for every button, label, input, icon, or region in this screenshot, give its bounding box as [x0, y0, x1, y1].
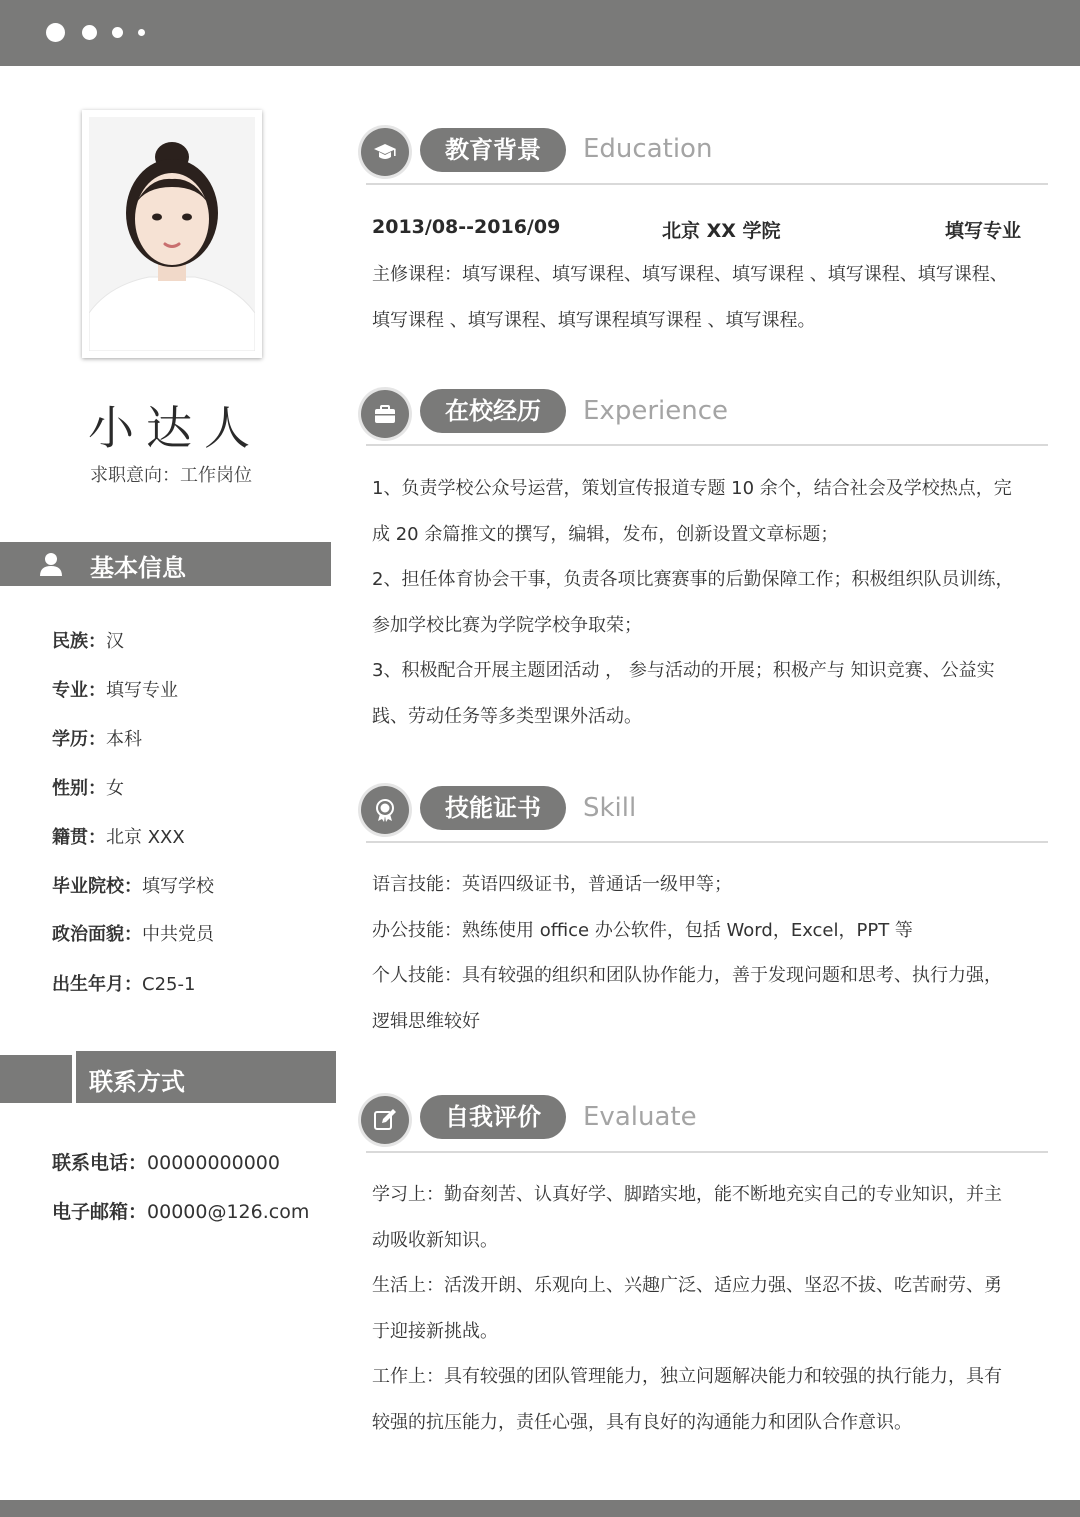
evaluate-text: [372, 1172, 1044, 1445]
text-line: 学习上：勤奋刻苦、认真好学、脚踏实地，能不断地充实自己的专业知识，并主: [372, 1184, 1002, 1205]
info-row-school: 毕业院校：填写学校: [52, 876, 214, 897]
contact-phone: 联系电话：00000000000: [52, 1152, 280, 1174]
info-row-ethnicity: 民族：汉: [52, 631, 124, 652]
user-icon: [38, 551, 64, 577]
skill-title: 技能证书: [420, 786, 566, 830]
experience-icon-circle: [361, 390, 409, 438]
contact-email: 电子邮箱：00000@126.com: [52, 1201, 310, 1223]
basic-info-title: 基本信息: [90, 554, 186, 582]
edit-pen-icon: [373, 1108, 397, 1132]
text-line: 践、劳动任务等多类型课外活动。: [372, 705, 642, 727]
education-title-en: Education: [583, 134, 713, 164]
education-title: 教育背景: [420, 128, 566, 172]
profile-photo: [82, 110, 262, 358]
contact-header-bar: [0, 1055, 72, 1103]
briefcase-icon: [373, 402, 397, 426]
text-line: 主修课程：填写课程、填写课程、填写课程、填写课程 、填写课程、填写课程、: [372, 264, 1008, 285]
job-intent-label: 求职意向：: [90, 465, 180, 486]
contact-title: 联系方式: [89, 1068, 185, 1096]
basic-info-header: [0, 542, 331, 586]
info-row-major: 专业：填写专业: [52, 680, 178, 701]
info-row-degree: 学历：本科: [52, 729, 142, 750]
evaluate-icon-circle: [361, 1096, 409, 1144]
graduation-cap-icon: [373, 140, 397, 164]
education-date: 2013/08--2016/09: [372, 216, 561, 238]
info-row-hometown: 籍贯：北京 XXX: [52, 827, 185, 848]
candidate-name: 小达人: [88, 401, 262, 455]
text-line: 逻辑思维较好: [372, 1010, 480, 1032]
window-dot-icon: [138, 29, 145, 36]
experience-title: 在校经历: [420, 389, 566, 433]
education-icon-circle: [361, 128, 409, 176]
text-line: 生活上：活泼开朗、乐观向上、兴趣广泛、适应力强、坚忍不拔、吃苦耐劳、勇: [372, 1275, 1002, 1296]
award-medal-icon: [373, 798, 397, 822]
text-line: 3、积极配合开展主题团活动 ， 参与活动的开展；积极产与 知识竞赛、公益实: [372, 660, 995, 681]
education-courses: [372, 252, 1044, 343]
evaluate-title-en: Evaluate: [583, 1102, 697, 1132]
text-line: 参加学校比赛为学院学校争取荣；: [372, 614, 642, 636]
text-line: 1、负责学校公众号运营，策划宣传报道专题 10 余个，结合社会及学校热点，完: [372, 478, 1012, 499]
text-line: 语言技能：英语四级证书，普通话一级甲等；: [372, 874, 732, 895]
portrait-illustration: [89, 117, 255, 351]
info-row-gender: 性别：女: [52, 778, 124, 799]
evaluate-divider: [366, 1151, 1048, 1153]
window-dot-icon: [112, 27, 123, 38]
window-dot-icon: [46, 23, 65, 42]
experience-divider: [366, 444, 1048, 446]
skill-title-en: Skill: [583, 793, 637, 823]
education-divider: [366, 183, 1048, 185]
skill-icon-circle: [361, 786, 409, 834]
info-row-birth: 出生年月：C25-1: [52, 974, 196, 995]
window-dot-icon: [82, 25, 97, 40]
education-major: 填写专业: [945, 220, 1022, 242]
text-line: 成 20 余篇推文的撰写，编辑，发布，创新设置文章标题；: [372, 523, 839, 545]
text-line: 办公技能：熟练使用 office 办公软件，包括 Word，Excel，PPT 等: [372, 919, 913, 941]
job-intent: [90, 461, 252, 487]
bottom-bar: [0, 1500, 1080, 1517]
window-top-bar: [0, 0, 1080, 66]
text-line: 工作上：具有较强的团队管理能力，独立问题解决能力和较强的执行能力，具有: [372, 1366, 1002, 1387]
skill-divider: [366, 841, 1048, 843]
experience-title-en: Experience: [583, 396, 728, 426]
contact-header: [76, 1051, 336, 1103]
skill-text: [372, 862, 1044, 1044]
text-line: 于迎接新挑战。: [372, 1320, 498, 1342]
text-line: 较强的抗压能力，责任心强，具有良好的沟通能力和团队合作意识。: [372, 1411, 912, 1433]
text-line: 动吸收新知识。: [372, 1229, 498, 1251]
evaluate-title: 自我评价: [420, 1095, 566, 1139]
text-line: 个人技能：具有较强的组织和团队协作能力，善于发现问题和思考、执行力强，: [372, 965, 1002, 986]
info-row-politics: 政治面貌：中共党员: [52, 924, 214, 945]
text-line: 2、担任体育协会干事，负责各项比赛赛事的后勤保障工作；积极组织队员训练，: [372, 569, 1014, 590]
education-school: 北京 XX 学院: [662, 220, 781, 242]
text-line: 填写课程 、填写课程、填写课程填写课程 、填写课程。: [372, 309, 816, 331]
experience-text: [372, 466, 1044, 739]
job-intent-value: 工作岗位: [180, 465, 252, 486]
